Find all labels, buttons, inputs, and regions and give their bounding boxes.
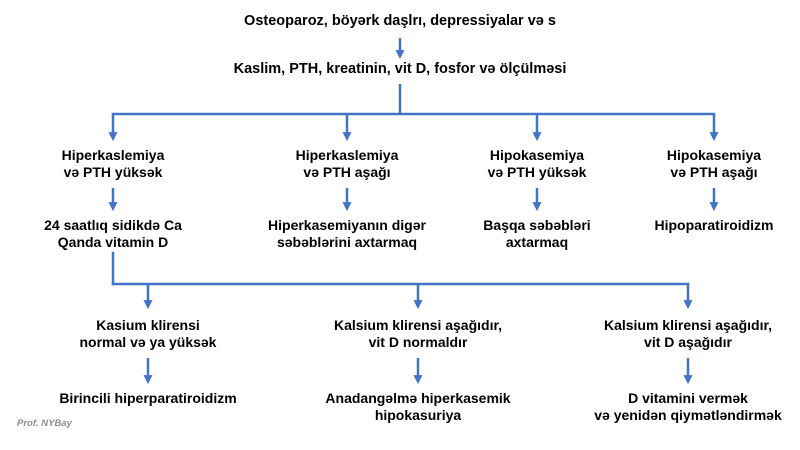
branch2-outcome-1 xyxy=(23,390,273,407)
flow-node-title xyxy=(0,13,800,30)
outcome-line: D vitamini vermək xyxy=(628,390,748,406)
flow-node-measurement-text: Kaslim, PTH, kreatinin, vit D, fosfor və ölçülməsi xyxy=(233,61,567,77)
condition-line: və PTH aşağı xyxy=(303,164,391,180)
condition-line: Hiperkaslemiya xyxy=(61,147,165,163)
condition-line: Kalsium klirensi aşağıdır, xyxy=(603,317,773,333)
outcome-line: və yenidən qiymətləndirmək xyxy=(594,407,782,423)
outcome-line: Birincili hiperparatiroidizm xyxy=(59,390,237,406)
condition-line: və PTH yüksək xyxy=(487,164,587,180)
outcome-line: hipokasuriya xyxy=(374,407,462,423)
outcome-line: 24 saatlıq sidikdə Ca xyxy=(44,217,182,233)
flow-node-title-text: Osteoparoz, böyərk daşlrı, depressiyalar və s xyxy=(244,13,556,29)
condition-line: və PTH aşağı xyxy=(670,164,758,180)
outcome-line: Başqa səbəbləri xyxy=(483,217,591,233)
outcome-line: Hipoparatiroidizm xyxy=(654,217,774,233)
condition-line: Hipokasemiya xyxy=(489,147,585,163)
condition-line: və PTH yüksək xyxy=(63,164,163,180)
outcome-line: axtarmaq xyxy=(505,234,569,250)
outcome-line: Qanda vitamin D xyxy=(57,234,169,250)
author-credit: Prof. NYBay xyxy=(17,418,72,429)
branch2-condition-3 xyxy=(563,317,800,351)
branch2-outcome-3 xyxy=(563,390,800,424)
branch1-condition-4 xyxy=(599,147,800,181)
branch2-condition-1 xyxy=(23,317,273,351)
condition-line: vit D aşağıdır xyxy=(644,334,732,350)
branch2-condition-2 xyxy=(293,317,543,351)
branch1-outcome-4 xyxy=(599,217,800,234)
outcome-line: səbəblərini axtarmaq xyxy=(276,234,418,250)
flow-node-measurement xyxy=(0,61,800,78)
condition-line: vit D normaldır xyxy=(368,334,468,350)
branch1-outcome-1 xyxy=(0,217,228,251)
condition-line: Kasium klirensi xyxy=(96,317,200,333)
condition-line: Hiperkaslemiya xyxy=(295,147,399,163)
outcome-line: Anadangəlmə hiperkasemik xyxy=(325,390,511,406)
condition-line: Hipokasemiya xyxy=(666,147,762,163)
condition-line: Kalsium klirensi aşağıdır, xyxy=(333,317,503,333)
branch2-outcome-2 xyxy=(293,390,543,424)
condition-line: normal və ya yüksək xyxy=(79,334,217,350)
branch1-condition-1 xyxy=(0,147,228,181)
outcome-line: Hiperkasemiyanın digər xyxy=(268,217,426,233)
